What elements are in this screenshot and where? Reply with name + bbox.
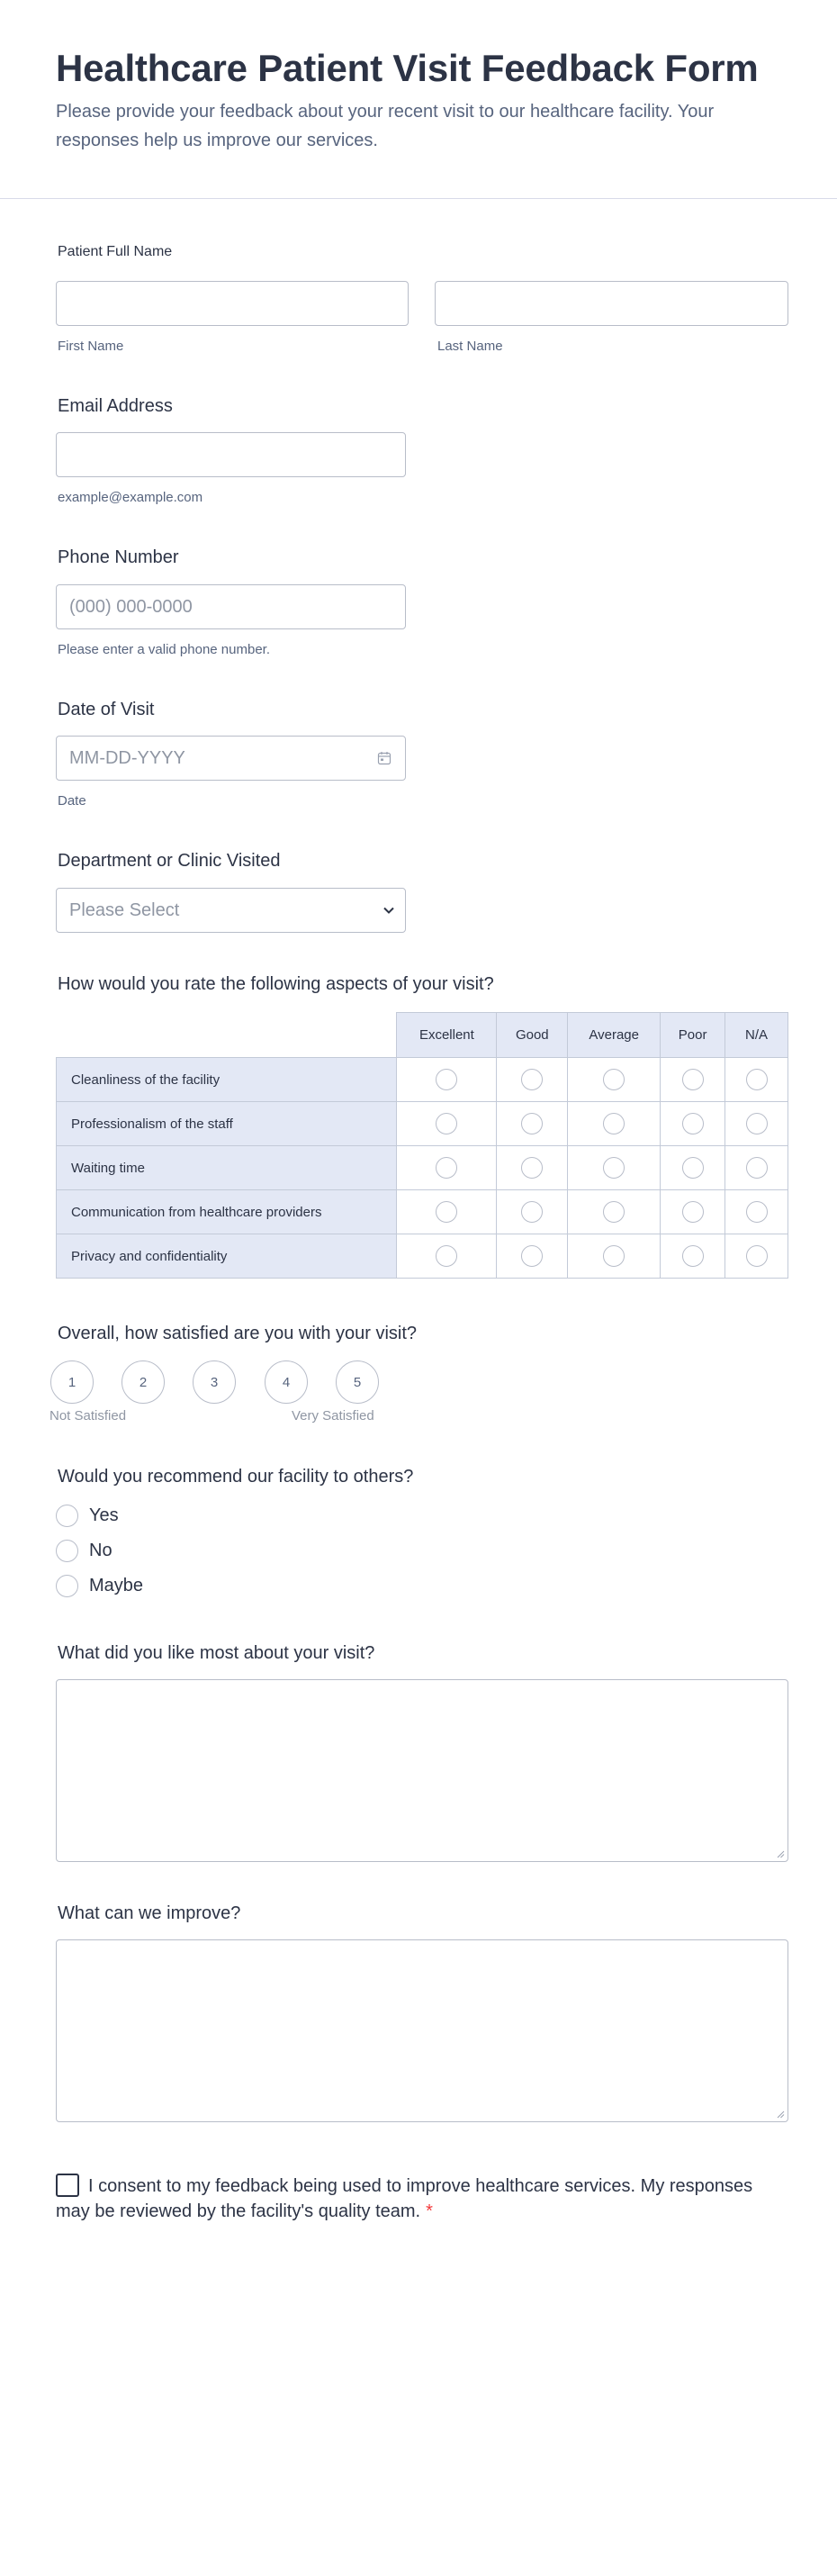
first-name-sublabel: First Name <box>58 339 124 354</box>
rating-radio[interactable] <box>603 1157 625 1179</box>
rating-radio[interactable] <box>603 1113 625 1134</box>
recommend-option-label: Yes <box>89 1505 119 1525</box>
recommend-radio[interactable] <box>56 1505 78 1527</box>
recommend-option-label: Maybe <box>89 1575 144 1595</box>
rating-radio[interactable] <box>682 1157 704 1179</box>
rating-radio[interactable] <box>746 1245 768 1267</box>
rating-radio[interactable] <box>521 1113 543 1134</box>
rating-radio[interactable] <box>746 1201 768 1223</box>
header-divider <box>0 198 837 199</box>
resize-handle-icon[interactable] <box>776 2110 785 2119</box>
phone-label: Phone Number <box>58 547 179 567</box>
rating-radio[interactable] <box>682 1113 704 1134</box>
form-description: Please provide your feedback about your recent visit to our healthcare facility. Your responses help us improve our services. <box>56 102 715 150</box>
rating-radio[interactable] <box>436 1157 457 1179</box>
matrix-row-label: Communication from healthcare providers <box>57 1190 397 1234</box>
matrix-row-label: Professionalism of the staff <box>57 1102 397 1146</box>
rating-radio[interactable] <box>521 1245 543 1267</box>
form-header <box>56 43 785 155</box>
matrix-row <box>57 1190 788 1234</box>
first-name-input[interactable] <box>56 281 409 326</box>
recommend-option-no[interactable] <box>56 1539 112 1562</box>
full-name-label: Patient Full Name <box>58 244 173 259</box>
chevron-down-icon <box>382 904 395 917</box>
recommend-option-label: No <box>89 1540 112 1560</box>
form-title: Healthcare Patient Visit Feedback Form <box>56 47 759 89</box>
matrix-row-label: Waiting time <box>57 1146 397 1190</box>
last-name-input[interactable] <box>435 281 788 326</box>
rating-radio[interactable] <box>746 1113 768 1134</box>
phone-input[interactable] <box>56 584 406 629</box>
matrix-col-excellent: Excellent <box>397 1013 497 1058</box>
rating-radio[interactable] <box>436 1113 457 1134</box>
matrix-row <box>57 1234 788 1279</box>
consent-field <box>56 2174 785 2224</box>
calendar-icon[interactable] <box>377 751 392 765</box>
satisfaction-label: Overall, how satisfied are you with your visit? <box>58 1324 418 1343</box>
last-name-sublabel: Last Name <box>437 339 503 354</box>
email-sublabel: example@example.com <box>58 490 203 505</box>
date-input[interactable] <box>56 736 406 781</box>
scale-option-5[interactable]: 5 <box>336 1360 379 1404</box>
required-marker: * <box>426 2201 433 2221</box>
consent-checkbox[interactable] <box>56 2174 79 2197</box>
scale-low-label: Not Satisfied <box>50 1408 127 1424</box>
email-label: Email Address <box>58 396 173 416</box>
matrix-col-na: N/A <box>725 1013 788 1058</box>
resize-handle-icon[interactable] <box>776 1849 785 1858</box>
rating-label: How would you rate the following aspects of your visit? <box>58 974 494 994</box>
rating-radio[interactable] <box>436 1201 457 1223</box>
rating-radio[interactable] <box>436 1245 457 1267</box>
matrix-row <box>57 1146 788 1190</box>
rating-radio[interactable] <box>521 1157 543 1179</box>
recommend-radio[interactable] <box>56 1540 78 1562</box>
recommend-radio[interactable] <box>56 1575 78 1597</box>
rating-radio[interactable] <box>603 1069 625 1090</box>
scale-option-4[interactable]: 4 <box>265 1360 308 1404</box>
matrix-header-row <box>57 1013 788 1058</box>
rating-radio[interactable] <box>682 1201 704 1223</box>
rating-radio[interactable] <box>521 1069 543 1090</box>
rating-radio[interactable] <box>603 1201 625 1223</box>
liked-label: What did you like most about your visit? <box>58 1643 375 1663</box>
rating-radio[interactable] <box>682 1245 704 1267</box>
date-label: Date of Visit <box>58 700 155 719</box>
matrix-col-good: Good <box>497 1013 568 1058</box>
recommend-option-yes[interactable] <box>56 1504 119 1527</box>
matrix-row <box>57 1102 788 1146</box>
improve-label: What can we improve? <box>58 1903 241 1923</box>
email-input[interactable] <box>56 432 406 477</box>
rating-radio[interactable] <box>436 1069 457 1090</box>
date-sublabel: Date <box>58 793 86 809</box>
rating-radio[interactable] <box>746 1069 768 1090</box>
matrix-row-label: Cleanliness of the facility <box>57 1058 397 1102</box>
rating-radio[interactable] <box>521 1201 543 1223</box>
matrix-col-poor: Poor <box>661 1013 725 1058</box>
rating-radio[interactable] <box>682 1069 704 1090</box>
scale-option-1[interactable]: 1 <box>50 1360 94 1404</box>
department-label: Department or Clinic Visited <box>58 851 281 871</box>
department-selected-value: Please Select <box>69 899 180 920</box>
recommend-option-maybe[interactable] <box>56 1574 143 1597</box>
matrix-corner <box>57 1013 397 1058</box>
recommend-label: Would you recommend our facility to others? <box>58 1467 414 1487</box>
rating-matrix <box>56 1012 788 1279</box>
phone-sublabel: Please enter a valid phone number. <box>58 642 270 657</box>
department-select[interactable] <box>56 888 406 933</box>
rating-radio[interactable] <box>746 1157 768 1179</box>
matrix-row-label: Privacy and confidentiality <box>57 1234 397 1279</box>
rating-radio[interactable] <box>603 1245 625 1267</box>
matrix-col-average: Average <box>568 1013 661 1058</box>
liked-textarea[interactable] <box>56 1679 788 1862</box>
scale-option-3[interactable]: 3 <box>193 1360 236 1404</box>
consent-text: I consent to my feedback being used to improve healthcare services. My responses may be reviewed by the facility's quality team. <box>56 2176 753 2221</box>
scale-high-label: Very Satisfied <box>292 1408 374 1424</box>
improve-textarea[interactable] <box>56 1939 788 2122</box>
scale-option-2[interactable]: 2 <box>122 1360 165 1404</box>
matrix-row <box>57 1058 788 1102</box>
